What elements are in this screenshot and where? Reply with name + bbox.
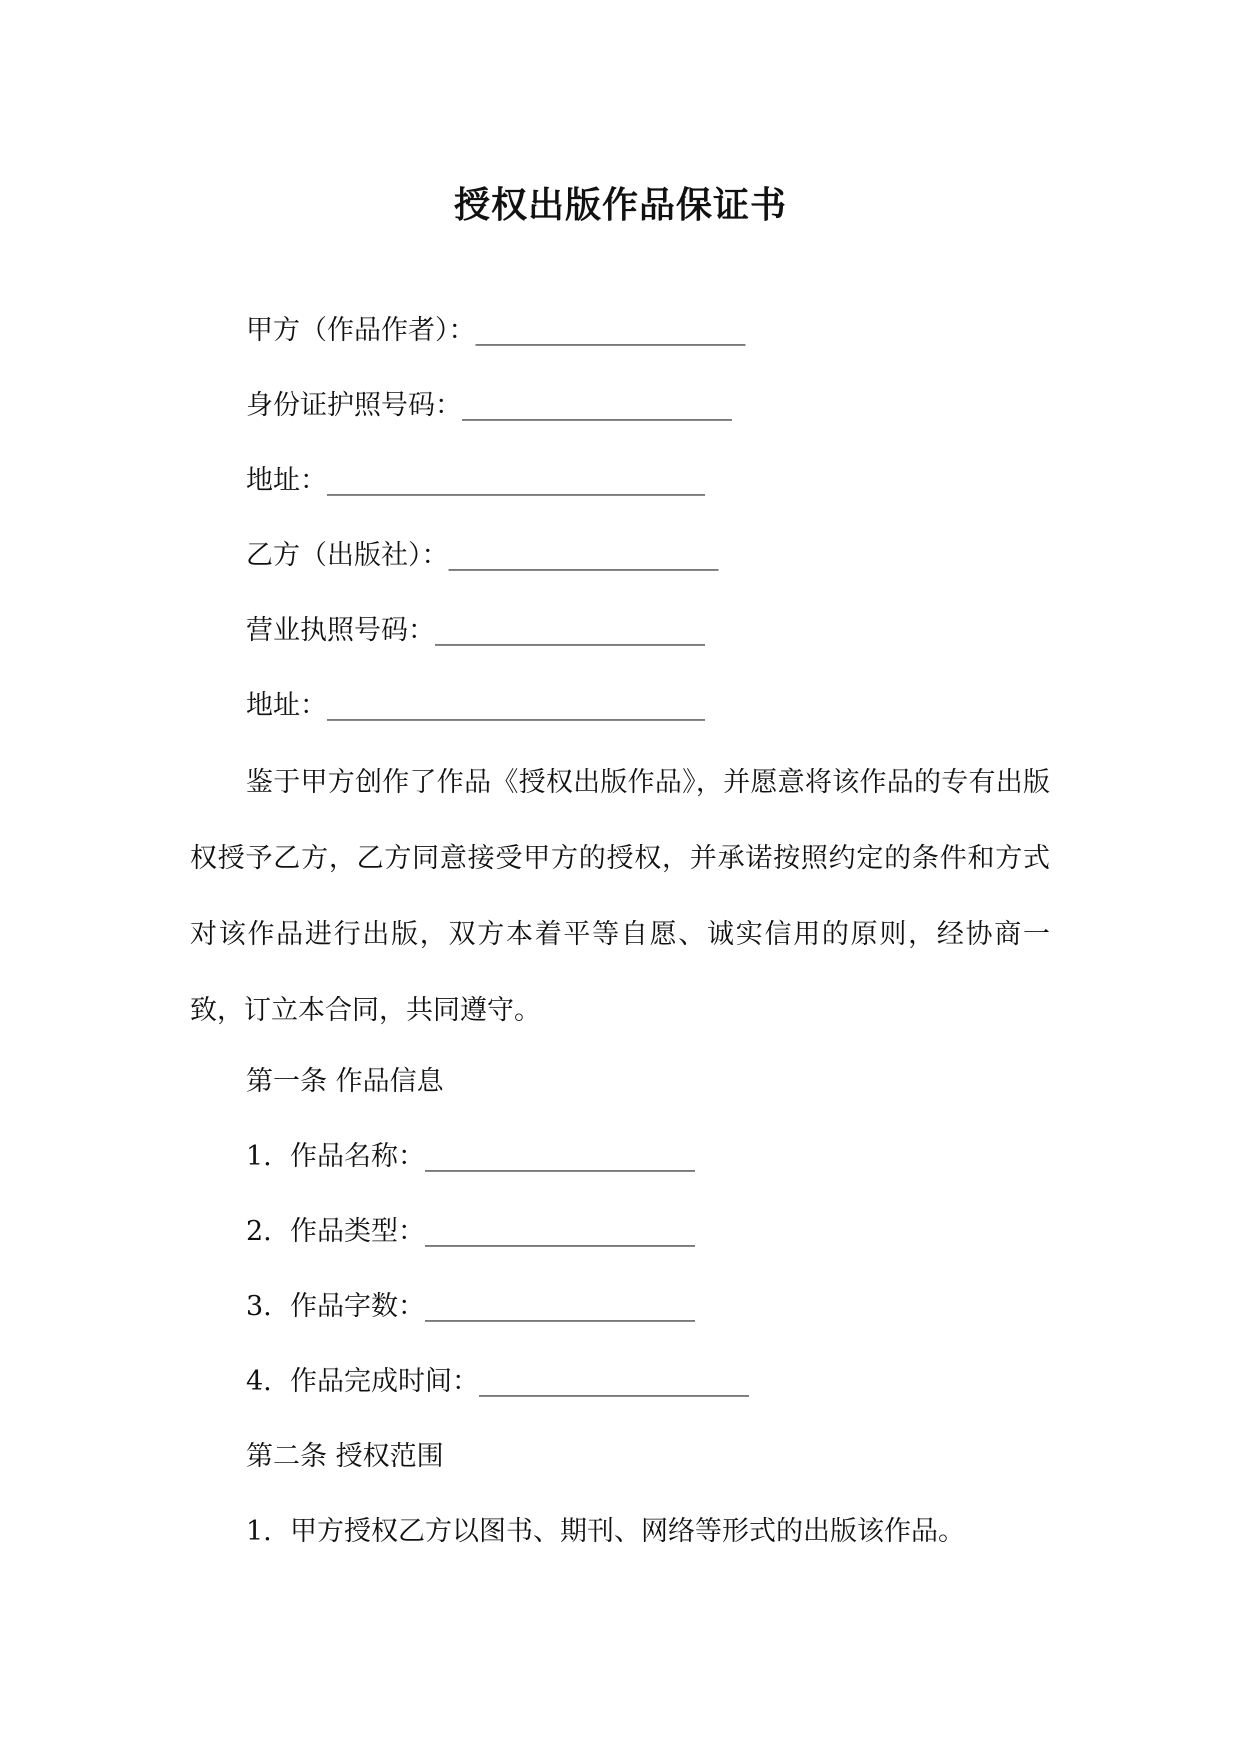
list-blank: ____________________	[479, 1366, 749, 1397]
list-number: 4.	[246, 1366, 272, 1397]
field-label: 甲方（作品作者）：	[246, 315, 476, 346]
list-blank: ____________________	[425, 1141, 695, 1172]
list-item	[246, 1138, 695, 1176]
list-item	[246, 1363, 749, 1401]
list-item	[246, 1513, 965, 1551]
field-blank: ____________________	[475, 315, 746, 346]
list-number: 3.	[246, 1291, 272, 1322]
article-1-heading: 第一条 作品信息	[246, 1066, 444, 1097]
list-text: 作品完成时间：	[290, 1366, 479, 1397]
field-label: 乙方（出版社）：	[246, 540, 449, 571]
list-number: 2.	[246, 1216, 272, 1247]
field-blank: ____________________________	[327, 690, 705, 721]
list-blank: ____________________	[425, 1291, 695, 1322]
field-label: 地址：	[246, 465, 327, 496]
field-party-a	[246, 312, 746, 350]
list-text: 作品字数：	[290, 1291, 425, 1322]
list-number: 1.	[246, 1141, 272, 1172]
list-text: 作品名称：	[290, 1141, 425, 1172]
document-title: 授权出版作品保证书	[453, 184, 787, 226]
list-item	[246, 1288, 695, 1326]
field-address-a	[246, 462, 705, 500]
field-label: 身份证护照号码：	[246, 390, 462, 421]
field-label: 地址：	[246, 690, 327, 721]
list-blank: ____________________	[425, 1216, 695, 1247]
field-label: 营业执照号码：	[246, 615, 435, 646]
list-number: 1.	[246, 1516, 272, 1547]
field-id-number	[246, 387, 732, 425]
list-text: 甲方授权乙方以图书、期刊、网络等形式的出版该作品。	[290, 1516, 965, 1547]
list-text: 作品类型：	[290, 1216, 425, 1247]
article-2-heading: 第二条 授权范围	[246, 1441, 444, 1472]
field-license-number	[246, 612, 705, 650]
preamble-paragraph: 鉴于甲方创作了作品《授权出版作品》，并愿意将该作品的专有出版权授予乙方，乙方同意接受甲方的授权，并承诺按照约定的条件和方式对该作品进行出版，双方本着平等自愿、诚实信用的原则，经协商一致，订立本合同，共同遵守。	[190, 767, 1050, 1026]
field-party-b	[246, 537, 719, 575]
list-item	[246, 1213, 695, 1251]
field-blank: ____________________________	[327, 465, 705, 496]
field-blank: ____________________	[435, 615, 705, 646]
field-address-b	[246, 687, 705, 725]
field-blank: ____________________	[448, 540, 719, 571]
field-blank: ____________________	[462, 390, 732, 421]
